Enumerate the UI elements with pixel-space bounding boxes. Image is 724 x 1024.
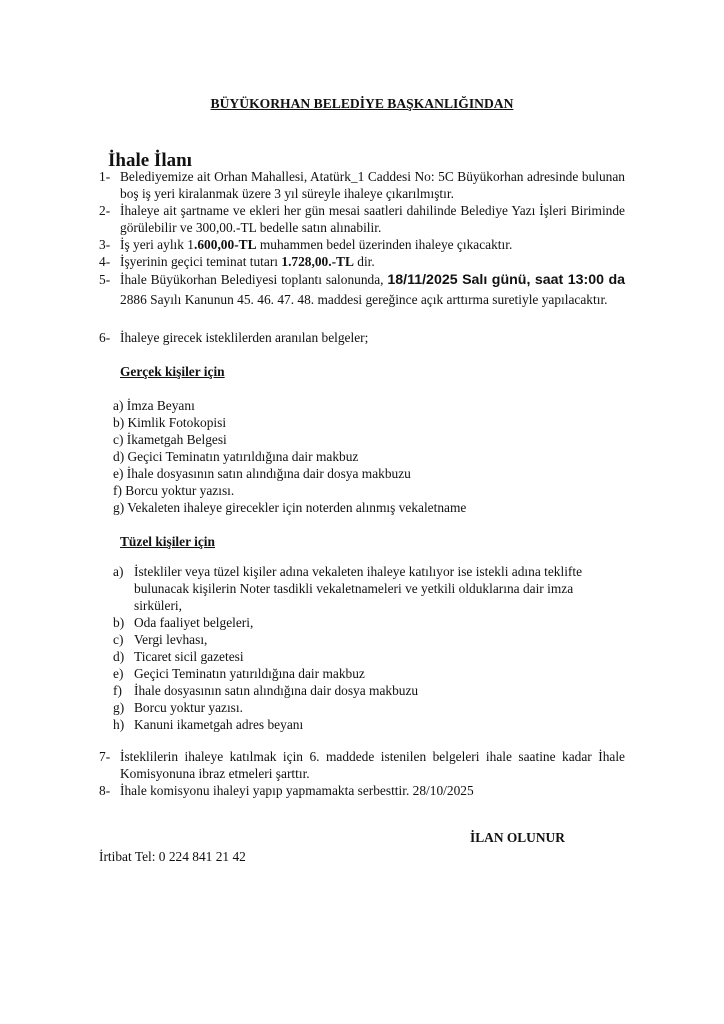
gercek-doc-a: a) İmza Beyanı — [113, 398, 195, 413]
list-item-4 — [99, 253, 625, 270]
document-title: BÜYÜKORHAN BELEDİYE BAŞKANLIĞINDAN — [210, 96, 514, 111]
list-item-1 — [99, 168, 625, 202]
tuzel-doc-g: g) Borcu yoktur yazısı. — [113, 700, 243, 715]
item-number: 8- — [99, 783, 111, 798]
item-text: İsteklilerin ihaleye katılmak için 6. maddede istenilen belgeleri ihale saatine kadar İhale Komisyonuna ibraz etmeleri şarttır. — [120, 749, 625, 781]
tuzel-doc-d: d) Ticaret sicil gazetesi — [113, 649, 244, 664]
item-number: 3- — [99, 237, 111, 252]
gercek-doc-d: d) Geçici Teminatın yatırıldığına dair makbuz — [113, 449, 359, 464]
item-number: 1- — [99, 169, 111, 184]
tuzel-doc-b: b) Oda faaliyet belgeleri, — [113, 615, 254, 630]
gercek-doc-f: f) Borcu yoktur yazısı. — [113, 483, 235, 498]
page-heading: İhale İlanı — [108, 150, 192, 171]
list-item-8 — [99, 782, 625, 799]
item-number: 5- — [99, 272, 111, 287]
list-item-6 — [99, 329, 625, 346]
item-text: İşyerinin geçici teminat tutarı 1.728,00.-TL dir. — [120, 254, 375, 269]
section-title-tuzel: Tüzel kişiler için — [120, 534, 215, 549]
item-text: İhaleye ait şartname ve ekleri her gün mesai saatleri dahilinde Belediye Yazı İşleri Biriminde görülebilir ve 300,00.-TL bedelle satın alınabilir. — [120, 203, 625, 235]
list-item-2 — [99, 202, 625, 236]
tuzel-doc-e: e) Geçici Teminatın yatırıldığına dair makbuz — [113, 666, 365, 681]
gercek-doc-g: g) Vekaleten ihaleye girecekler için noterden alınmış vekaletname — [113, 500, 467, 515]
item-text: İhaleye girecek isteklilerden aranılan belgeler; — [120, 330, 369, 345]
gercek-doc-e: e) İhale dosyasının satın alındığına dair dosya makbuzu — [113, 466, 411, 481]
gercek-doc-c: c) İkametgah Belgesi — [113, 432, 227, 447]
tuzel-doc-h: h) Kanuni ikametgah adres beyanı — [113, 717, 304, 732]
item-text: İhale komisyonu ihaleyi yapıp yapmamakta serbesttir. 28/10/2025 — [120, 783, 474, 798]
contact-phone: İrtibat Tel: 0 224 841 21 42 — [99, 849, 246, 864]
item-number: 4- — [99, 254, 111, 269]
list-item-7 — [99, 748, 625, 782]
list-item-5 — [99, 270, 625, 310]
item-text: İş yeri aylık 1.600,00-TL muhammen bedel üzerinden ihaleye çıkacaktır. — [120, 237, 513, 252]
item-text: İhale Büyükorhan Belediyesi toplantı salonunda, 18/11/2025 Salı günü, saat 13:00 da 2886 Sayılı Kanunun 45. 46. 47. 48. maddesi gereğince açık arttırma suretiyle yapılacaktır. — [120, 272, 626, 307]
list-item-3 — [99, 236, 625, 253]
section-title-gercek: Gerçek kişiler için — [120, 364, 225, 379]
gercek-doc-b: b) Kimlik Fotokopisi — [113, 415, 227, 430]
announcement-closing: İLAN OLUNUR — [470, 830, 565, 845]
tuzel-doc-f: f) İhale dosyasının satın alındığına dair dosya makbuzu — [113, 683, 419, 698]
tuzel-doc-c: c) Vergi levhası, — [113, 632, 208, 647]
auction-date-time: 18/11/2025 Salı günü, saat 13:00 da — [387, 272, 626, 288]
item-number: 7- — [99, 749, 111, 764]
item-text: Belediyemize ait Orhan Mahallesi, Atatürk_1 Caddesi No: 5C Büyükorhan adresinde bulunan boş iş yeri kiralanmak üzere 3 yıl süreyle ihaleye çıkarılmıştır. — [120, 169, 625, 201]
tuzel-doc-a: a) İstekliler veya tüzel kişiler adına vekaleten ihaleye katılıyor ise istekli adına teklifte bulunacak kişilerin Noter tasdikli vekaletnameleri ve yetkili olduklarına dair imza sirküleri, — [113, 564, 583, 613]
item-number: 6- — [99, 330, 111, 345]
item-number: 2- — [99, 203, 111, 218]
